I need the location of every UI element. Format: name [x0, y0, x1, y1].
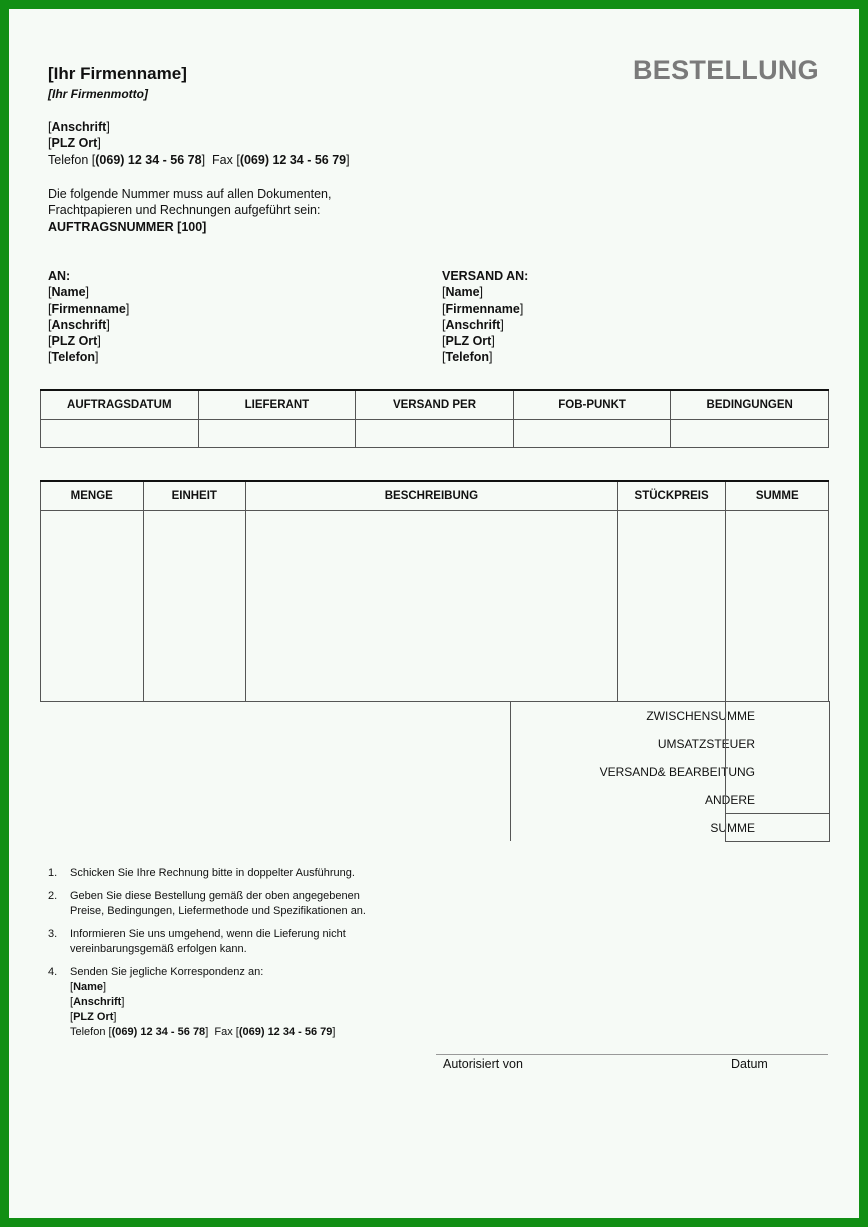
- items-table: [40, 480, 829, 702]
- subtotals-value-cell[interactable]: [725, 701, 830, 814]
- ship-to-heading: VERSAND AN:: [442, 269, 529, 283]
- instruction-item: 2. Geben Sie diese Bestellung gemäß der oben angegebenen Preise, Bedingungen, Liefermethode und Spezifikationen an.: [48, 890, 366, 917]
- correspondence-phone: (069) 12 34 - 56 78: [111, 1026, 206, 1038]
- sender-phone: (069) 12 34 - 56 78: [95, 152, 202, 167]
- notice-line-2: Frachtpapieren und Rechnungen aufgeführt sein:: [48, 203, 321, 218]
- order-number: AUFTRAGSNUMMER [100]: [48, 219, 207, 234]
- ship-to-city: PLZ Ort: [445, 334, 492, 349]
- instruction-item: 3. Informieren Sie uns umgehend, wenn die Lieferung nicht vereinbarungsgemäß erfolgen kann.: [48, 928, 346, 955]
- total-value-cell[interactable]: [725, 813, 830, 842]
- sender-city: PLZ Ort: [51, 136, 98, 151]
- ship-to-block: VERSAND AN: [Name] [Firmenname] [Anschrift] [PLZ Ort] [Telefon]: [442, 269, 529, 365]
- header-quantity: MENGE: [41, 481, 144, 511]
- recipient-phone: Telefon: [51, 350, 96, 365]
- fob-point-cell[interactable]: [513, 420, 671, 448]
- order-info-header-row: [41, 390, 829, 420]
- recipient-block: AN: [Name] [Firmenname] [Anschrift] [PLZ Ort] [Telefon]: [48, 269, 130, 365]
- header-terms: BEDINGUNGEN: [671, 390, 829, 420]
- document-title: BESTELLUNG: [632, 55, 819, 85]
- subtotal-label: ZWISCHENSUMME: [646, 709, 755, 723]
- unit-cell[interactable]: [143, 511, 246, 702]
- recipient-address: Anschrift: [51, 317, 107, 332]
- header-supplier: LIEFERANT: [198, 390, 356, 420]
- sender-street: Anschrift: [51, 120, 107, 134]
- instruction-item: 4. Senden Sie jegliche Korrespondenz an: [Name] [Anschrift] [PLZ Ort] Telefon [(069) 12 34 - 56 78] Fax [(069) 12 34 - 56 79]: [48, 966, 336, 1038]
- order-number-notice: [48, 186, 331, 235]
- shipping-label: VERSAND& BEARBEITUNG: [599, 765, 755, 779]
- signature-line[interactable]: [436, 1054, 828, 1055]
- supplier-cell[interactable]: [198, 420, 356, 448]
- unit-price-cell[interactable]: [617, 511, 726, 702]
- ship-to-phone: Telefon: [445, 350, 490, 365]
- order-info-row: [41, 420, 829, 448]
- ship-to-address: Anschrift: [445, 317, 501, 332]
- correspondence-city: PLZ Ort: [73, 1011, 114, 1023]
- sender-fax-label: Fax: [212, 152, 233, 167]
- recipient-name: Name: [51, 285, 86, 300]
- notice-line-1: Die folgende Nummer muss auf allen Dokumenten,: [48, 187, 332, 201]
- ship-to-name: Name: [445, 285, 480, 300]
- correspondence-name: Name: [73, 981, 104, 993]
- total-label: SUMME: [710, 821, 755, 835]
- order-form-page: [9, 9, 859, 1218]
- company-name: [Ihr Firmenname]: [48, 64, 187, 83]
- quantity-cell[interactable]: [41, 511, 144, 702]
- items-header-row: [41, 481, 829, 511]
- description-cell[interactable]: [246, 511, 618, 702]
- recipient-company: Firmenname: [51, 301, 126, 316]
- sender-phone-label: Telefon: [48, 152, 89, 167]
- correspondence-address: Anschrift: [73, 996, 122, 1008]
- terms-cell[interactable]: [671, 420, 829, 448]
- date-label: Datum: [731, 1057, 768, 1071]
- sender-fax: (069) 12 34 - 56 79: [239, 152, 347, 167]
- instruction-item: 1. Schicken Sie Ihre Rechnung bitte in doppelter Ausführung.: [48, 867, 355, 879]
- header-line-total: SUMME: [726, 481, 829, 511]
- other-label: ANDERE: [704, 793, 755, 807]
- instructions-list: [48, 866, 366, 1048]
- sender-address: [Anschrift] [PLZ Ort] Telefon [(069) 12 34 - 56 78] Fax [(069) 12 34 - 56 79]: [48, 120, 350, 167]
- header-order-date: AUFTRAGSDATUM: [41, 390, 199, 420]
- tax-label: UMSATZSTEUER: [657, 737, 755, 751]
- line-total-cell[interactable]: [726, 511, 829, 702]
- header-ship-via: VERSAND PER: [356, 390, 514, 420]
- authorized-by-label: Autorisiert von: [443, 1057, 523, 1071]
- ship-to-company: Firmenname: [445, 301, 520, 316]
- ship-via-cell[interactable]: [356, 420, 514, 448]
- header-unit-price: STÜCKPREIS: [617, 481, 726, 511]
- items-body-row: [41, 511, 829, 702]
- correspondence-fax: (069) 12 34 - 56 79: [238, 1026, 333, 1038]
- header-description: BESCHREIBUNG: [246, 481, 618, 511]
- company-motto: [Ihr Firmenmotto]: [48, 87, 148, 101]
- header-fob-point: FOB-PUNKT: [513, 390, 671, 420]
- header-unit: EINHEIT: [143, 481, 246, 511]
- order-date-cell[interactable]: [41, 420, 199, 448]
- order-info-table: [40, 389, 829, 448]
- recipient-city: PLZ Ort: [51, 334, 98, 349]
- recipient-heading: AN:: [48, 269, 71, 283]
